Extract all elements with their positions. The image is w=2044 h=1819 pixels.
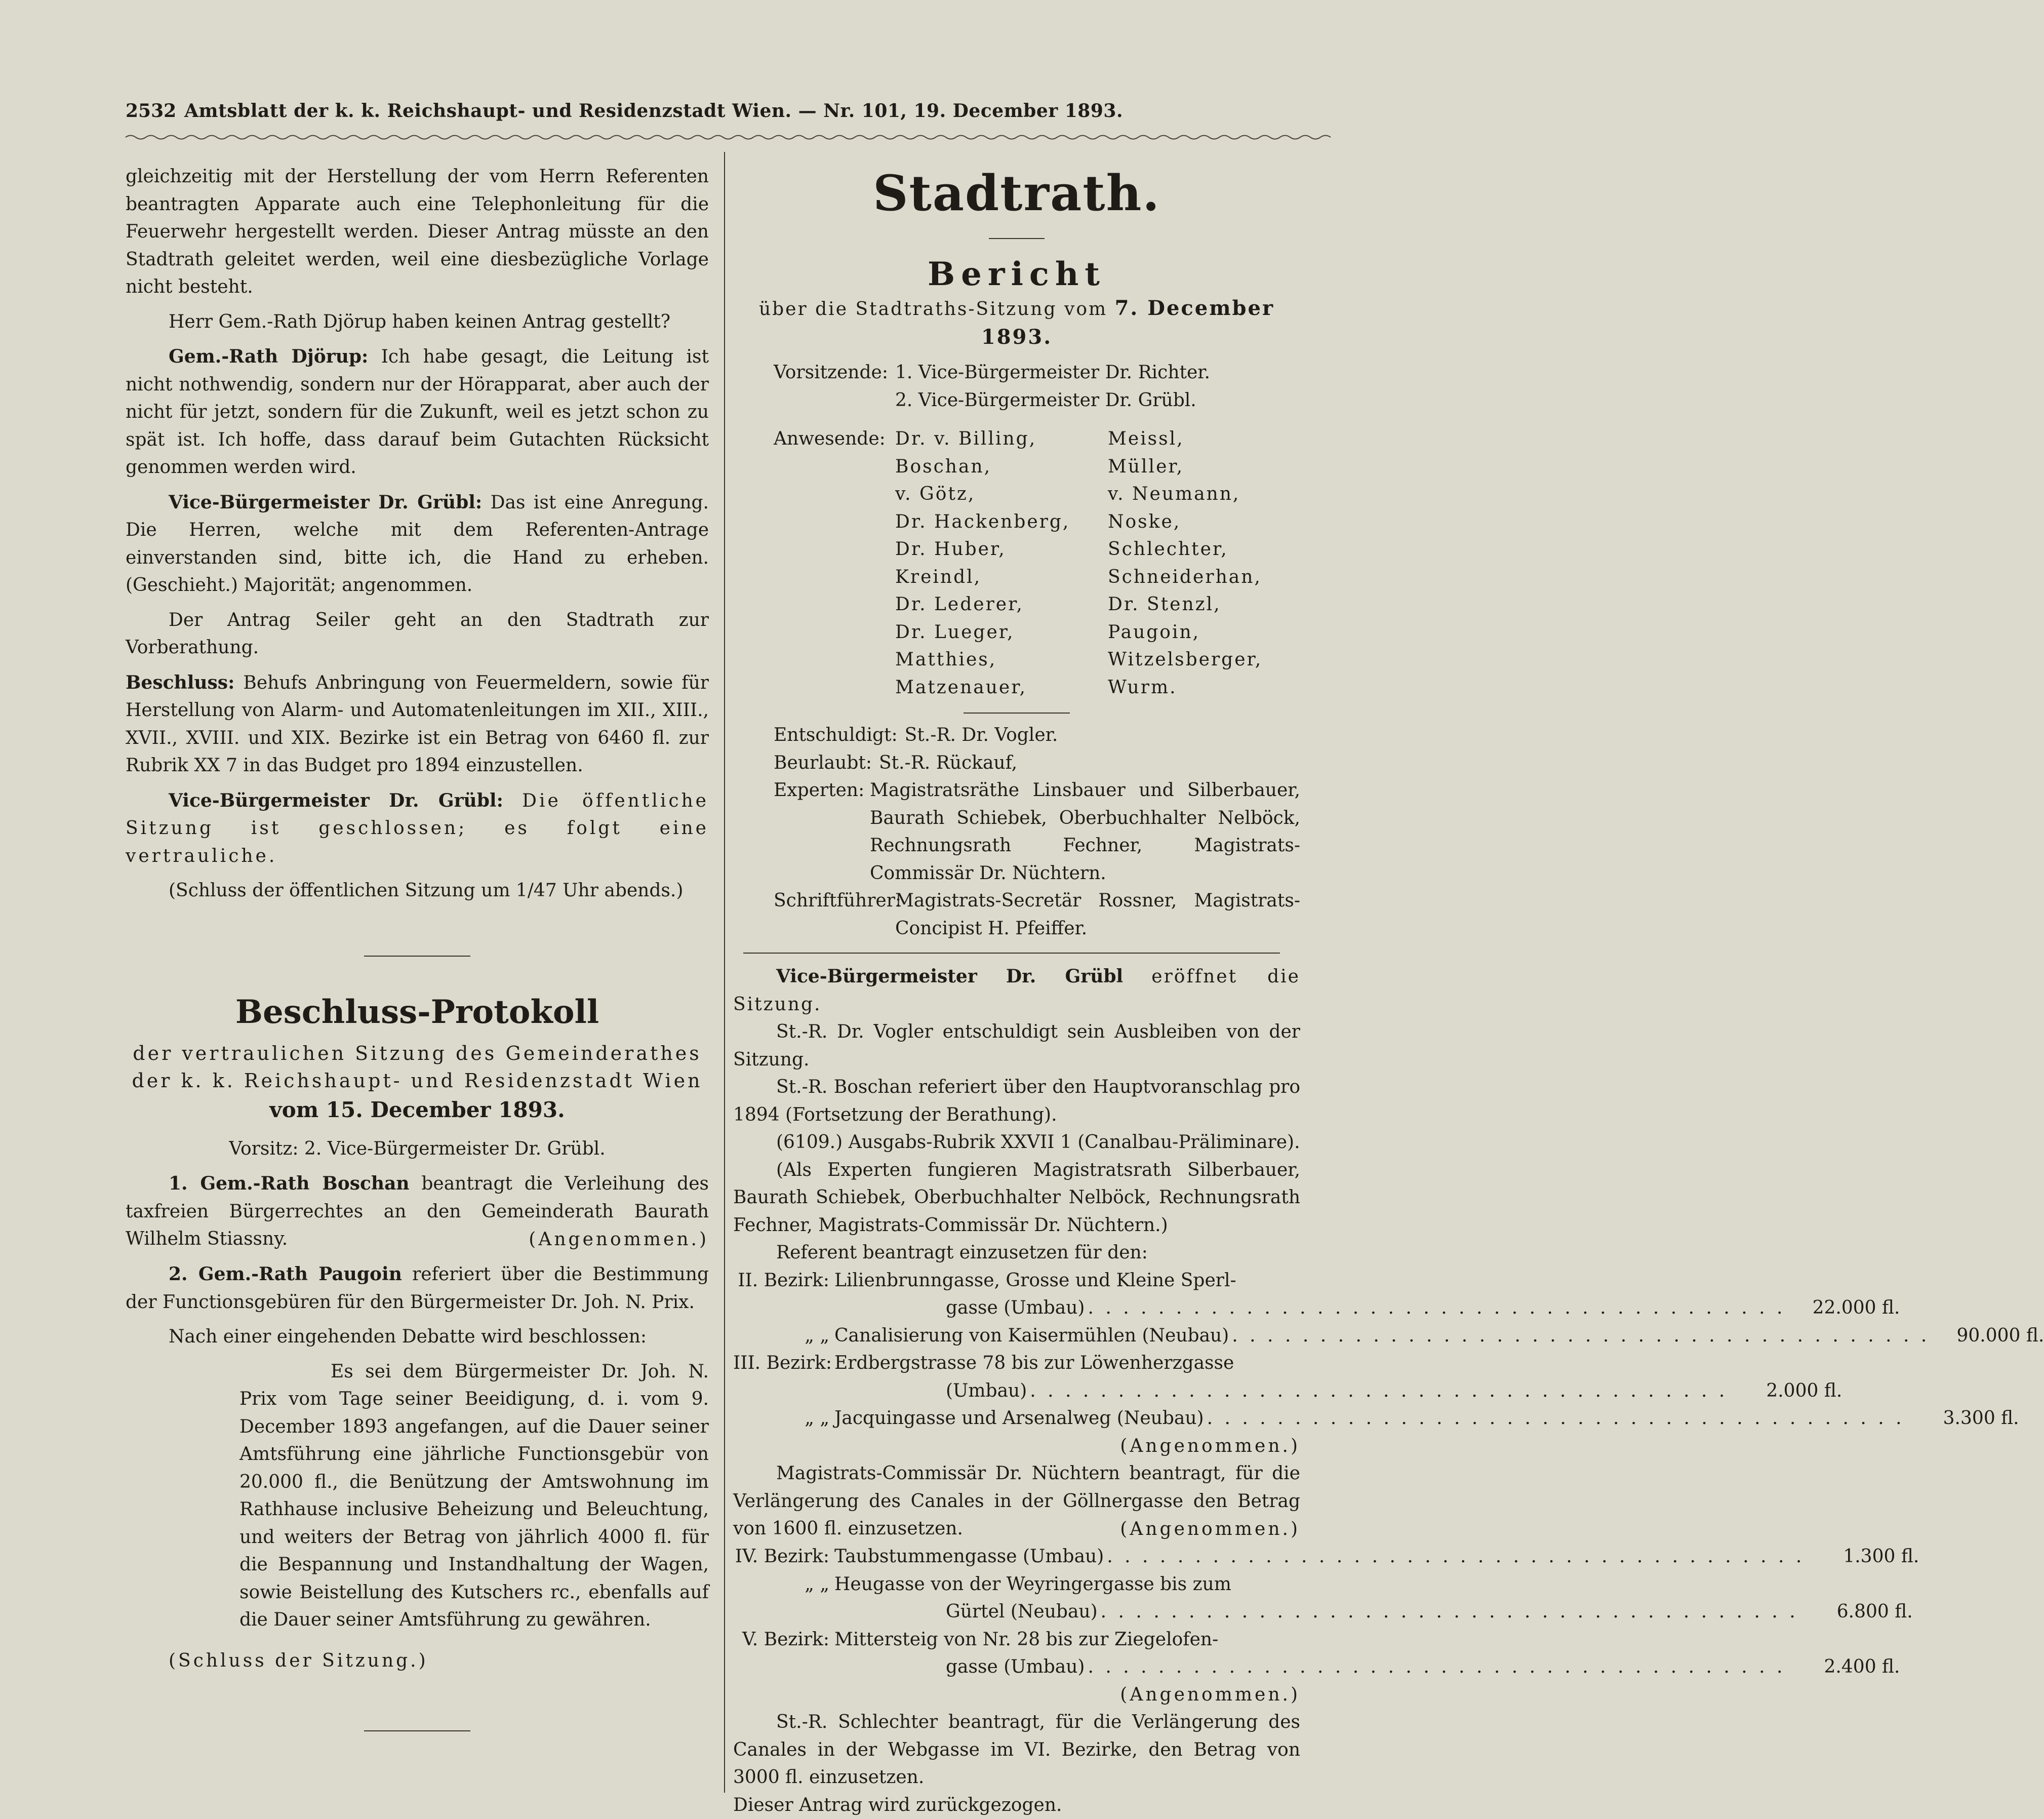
excused [774,722,1300,749]
left-column [126,163,709,1731]
on-leave-value: St.-R. Rückauf, [879,749,1300,777]
budget-line [834,1322,2044,1350]
report-para-6: Magistrats-Commissär Dr. Nüchtern beantragt, für die Verlängerung des Canales in der Göllnergasse den Betrag von 1600 fl. einzusetzen. [733,1460,1300,1543]
attendee: Paugoin, [1108,619,1300,647]
item-1-result: (Angenommen.) [126,1226,709,1254]
page-header [126,100,1123,122]
budget-item: Gürtel (Neubau) [946,1598,1098,1626]
right-column [733,163,1300,1819]
attendee: Witzelsberger, [1108,646,1300,674]
report-para-8: Dieser Antrag wird zurückgezogen. [733,1792,1300,1819]
budget-entry-v [733,1626,1300,1681]
report-para-1: St.-R. Dr. Vogler entschuldigt sein Ausbleiben von der Sitzung. [733,1018,1300,1074]
district-label: III. Bezirk: [733,1350,834,1405]
chair-1: 1. Vice-Bürgermeister Dr. Richter. [895,359,1300,387]
district-label: II. Bezirk: [733,1267,834,1322]
district-label: „ „ [733,1571,834,1626]
attendee: Schneiderhan, [1108,564,1300,591]
roles-rule [743,953,1280,954]
item-text: referiert über die Bestimmung der Functionsgebüren für den Bürgermeister Dr. Joh. N. Prix. [126,1264,709,1313]
attendee: v. Götz, [895,481,1108,508]
item-2 [126,1260,709,1316]
experts [774,777,1300,887]
budget-entry-iv [733,1543,1300,1571]
budget-line: Heugasse von der Weyringergasse bis zum [834,1571,1913,1599]
budget-amount: 6.800 fl. [1801,1598,1913,1626]
paragraph-4 [126,489,709,600]
leader-dots: . . . . . . . . . . . . . . . . . . . . . . . . . . . . . . . . . . . . . . . . [1085,1653,1788,1681]
attendees-col-a [895,425,1108,701]
budget-lines [834,1350,1842,1405]
on-leave [774,749,1300,777]
item-text: beantragt die Verleihung des taxfreien Bürgerrechtes an den Gemeinderath Baurath Wilhelm Stiassny. [126,1173,709,1249]
budget-amount: 2.000 fl. [1731,1377,1842,1405]
attendee: Dr. v. Billing, [895,425,1108,453]
budget-item: Taubstummengasse (Umbau) [834,1543,1104,1571]
attendee: Dr. Lueger, [895,619,1108,647]
attendee: Dr. Stenzl, [1108,591,1300,619]
attendee: Dr. Huber, [895,536,1108,564]
budget-item: gasse (Umbau) [946,1653,1085,1681]
report-para-3: (6109.) Ausgabs-Rubrik XXVII 1 (Canalbau-Präliminare). [733,1129,1300,1157]
opening-text: eröffnet die Sitzung. [733,966,1300,1015]
leader-dots: . . . . . . . . . . . . . . . . . . . . . . . . . . . . . . . . . . . . . . . . [1098,1598,1801,1626]
report-para-4: (Als Experten fungieren Magistratsrath Silberbauer, Baurath Schiebek, Oberbuchhalter Nelböck, Rechnungsrath Fechner, Magistrats-Commissär Dr. Nüchtern.) [733,1157,1300,1240]
chair-names [895,359,1300,414]
protocol-subtitle: der vertraulichen Sitzung des Gemeinderathes der k. k. Reichshaupt- und Residenzstadt Wien [126,1040,709,1095]
page-number: 2532 [126,100,176,122]
budget-line: Mittersteig von Nr. 28 bis zur Ziegelofen- [834,1626,1900,1654]
budget-amount: 1.300 fl. [1808,1543,1919,1571]
budget-amount: 3.300 fl. [1908,1405,2019,1433]
item-2-intro: Nach einer eingehenden Debatte wird beschlossen: [126,1323,709,1351]
report-para-7: St.-R. Schlechter beantragt, für die Verlängerung des Canales in der Webgasse im VI. Bezirke, den Betrag von 3000 fl. einzusetzen. [733,1709,1300,1792]
resolution-text: Behufs Anbringung von Feuermeldern, sowie für Herstellung von Alarm- und Automatenleitungen im XII., XIII., XVII., XVIII. und XIX. Bezirke ist ein Betrag von 6460 fl. zur Rubrik XX 7 in das Budget pro 1894 einzustellen. [126,673,709,776]
budget-entry-iii [733,1350,1300,1405]
budget-entry-ii-b [733,1322,1300,1350]
accepted-note: (Angenommen.) [733,1516,1300,1544]
resolution [126,669,709,780]
budget-amount: 90.000 fl. [1933,1322,2044,1350]
budget-item: Jacquingasse und Arsenalweg (Neubau) [834,1405,1204,1433]
excused-value: St.-R. Dr. Vogler. [905,722,1300,749]
leader-dots: . . . . . . . . . . . . . . . . . . . . . . . . . . . . . . . . . . . . . . . . [1085,1294,1788,1322]
budget-line [834,1598,1913,1626]
attendee: Boschan, [895,453,1108,481]
report-title: Bericht [733,254,1300,295]
attendees-col-b [1108,425,1300,701]
budget-entry-iii-b [733,1405,1300,1433]
attendee: Dr. Lederer, [895,591,1108,619]
report-subtitle [733,295,1300,352]
speaker: Vice-Bürgermeister Dr. Grübl: [169,492,482,513]
chair-2: 2. Vice-Bürgermeister Dr. Grübl. [895,387,1300,415]
budget-line: Erdbergstrasse 78 bis zur Löwenherzgasse [834,1350,1842,1377]
leader-dots: . . . . . . . . . . . . . . . . . . . . . . . . . . . . . . . . . . . . . . . . [1204,1405,1908,1433]
column-divider [724,152,725,1793]
session-end-note: (Schluss der öffentlichen Sitzung um 1/47 Uhr abends.) [126,877,709,905]
protocol-title: Beschluss-Protokoll [126,992,709,1033]
paragraph-5: Der Antrag Seiler geht an den Stadtrath zur Vorberathung. [126,607,709,662]
attendees-label: Anwesende: [774,425,895,701]
leader-dots: . . . . . . . . . . . . . . . . . . . . . . . . . . . . . . . . . . . . . . . . [1027,1377,1731,1405]
attendees-rule [964,713,1070,714]
opening [733,963,1300,1018]
budget-line: Lilienbrunngasse, Grosse und Kleine Sperl- [834,1267,1900,1295]
title-rule [989,238,1045,239]
paragraph-2: Herr Gem.-Rath Djörup haben keinen Antrag gestellt? [126,308,709,336]
attendee: Müller, [1108,453,1300,481]
item-2-resolution: Es sei dem Bürgermeister Dr. Joh. N. Prix vom Tage seiner Beeidigung, d. i. vom 9. December 1893 angefangen, auf die Dauer seiner Amtsführung eine jährliche Functionsgebür von 20.000 fl., die Benützung der Amtswohnung im Rathhause inclusive Beheizung und Beleuchtung, und weiters der Betrag von jährlich 4000 fl. für die Bespannung und Instandhaltung der Wagen, sowie Beistellung des Kutschers rc., ebenfalls auf die Dauer seiner Amtsführung zu gewähren. [126,1358,709,1634]
end-rule [364,1730,470,1731]
attendees [774,425,1300,701]
budget-line [834,1405,2019,1433]
report-para-2: St.-R. Boschan referiert über den Hauptvoranschlag pro 1894 (Fortsetzung der Berathung). [733,1074,1300,1129]
excused-label: Entschuldigt: [774,722,905,749]
district-label: „ „ [733,1405,834,1433]
speech: Ich habe gesagt, die Leitung ist nicht nothwendig, sondern nur der Hörapparat, aber auch der nicht für jetzt, sondern für die Zukunft, weil es jetzt schon zu spät ist. Ich hoffe, dass darauf beim Gutachten Rücksicht genommen werden wird. [126,346,709,478]
budget-line [834,1543,1919,1571]
experts-value: Magistratsräthe Linsbauer und Silberbauer, Baurath Schiebek, Oberbuchhalter Nelböck, Rechnungsrath Fechner, Magistrats-Commissär Dr. Nüchtern. [870,777,1300,887]
attendee: Kreindl, [895,564,1108,591]
speaker: Vice-Bürgermeister Dr. Grübl [776,966,1123,987]
attendee: v. Neumann, [1108,481,1300,508]
budget-entry-ii [733,1267,1300,1322]
attendee: Noske, [1108,508,1300,536]
header-rule [126,133,1331,142]
speaker: Vice-Bürgermeister Dr. Grübl: [169,790,503,811]
district-label: V. Bezirk: [733,1626,834,1681]
budget-line [834,1377,1842,1405]
attendee: Matthies, [895,646,1108,674]
budget-lines [834,1571,1913,1626]
budget-lines [834,1267,1900,1322]
session-roles [774,722,1300,942]
masthead-title: Amtsblatt der k. k. Reichshaupt- und Residenzstadt Wien. — Nr. 101, 19. December 1893. [176,100,1123,122]
report-subtitle-text: über die Stadtraths-Sitzung vom [759,299,1107,320]
item-head: 1. Gem.-Rath Boschan [169,1173,410,1194]
budget-line [834,1294,1900,1322]
report-para-5: Referent beantragt einzusetzen für den: [733,1239,1300,1267]
protocol-chair: Vorsitz: 2. Vice-Bürgermeister Dr. Grübl. [126,1135,709,1163]
section-rule [364,956,470,957]
budget-lines [834,1626,1900,1681]
attendee: Schlechter, [1108,536,1300,564]
paragraph-3 [126,343,709,482]
leader-dots: . . . . . . . . . . . . . . . . . . . . . . . . . . . . . . . . . . . . . . . . [1104,1543,1808,1571]
attendee: Meissl, [1108,425,1300,453]
budget-item: gasse (Umbau) [946,1294,1085,1322]
budget-item: Canalisierung von Kaisermühlen (Neubau) [834,1322,1229,1350]
accepted-note: (Angenommen.) [733,1433,1300,1460]
speech: Die öffentliche Sitzung ist geschlossen; es folgt eine vertrauliche. [126,790,709,866]
budget-amount: 22.000 fl. [1789,1294,1900,1322]
recorder-value: Magistrats-Secretär Rossner, Magistrats-Concipist H. Pfeiffer. [895,887,1300,942]
budget-line [834,1653,1900,1681]
attendee: Dr. Hackenberg, [895,508,1108,536]
paragraph-7 [126,787,709,871]
leader-dots: . . . . . . . . . . . . . . . . . . . . . . . . . . . . . . . . . . . . . . . . [1229,1322,1933,1350]
experts-label: Experten: [774,777,870,887]
session-closing: (Schluss der Sitzung.) [126,1647,709,1675]
attendee: Wurm. [1108,674,1300,702]
on-leave-label: Beurlaubt: [774,749,879,777]
chair-label: Vorsitzende: [774,359,895,414]
district-label: „ „ [733,1322,834,1350]
budget-amount: 2.400 fl. [1789,1653,1900,1681]
budget-item: (Umbau) [946,1377,1027,1405]
speech: Das ist eine Anregung. Die Herren, welche mit dem Referenten-Antrage einverstanden sind, bitte ich, die Hand zu erheben. (Geschieht.) Majorität; angenommen. [126,492,709,596]
section-title: Stadtrath. [733,163,1300,224]
district-label: IV. Bezirk: [733,1543,834,1571]
chair-list [774,359,1300,414]
attendee: Matzenauer, [895,674,1108,702]
speaker: Gem.-Rath Djörup: [169,346,368,367]
paragraph-1: gleichzeitig mit der Herstellung der vom Herrn Referenten beantragten Apparate auch eine Telephonleitung für die Feuerwehr hergestellt werden. Dieser Antrag müsste an den Stadtrath geleitet werden, weil eine diesbezügliche Vorlage nicht besteht. [126,163,709,301]
recorder-label: Schriftführer: [774,887,895,942]
budget-entry-iv-b [733,1571,1300,1626]
recorder [774,887,1300,942]
report-date: 7. December 1893. [981,296,1274,349]
resolution-label: Beschluss: [126,672,234,693]
protocol-date: vom 15. December 1893. [126,1095,709,1125]
item-head: 2. Gem.-Rath Paugoin [169,1263,402,1285]
accepted-note: (Angenommen.) [733,1681,1300,1709]
